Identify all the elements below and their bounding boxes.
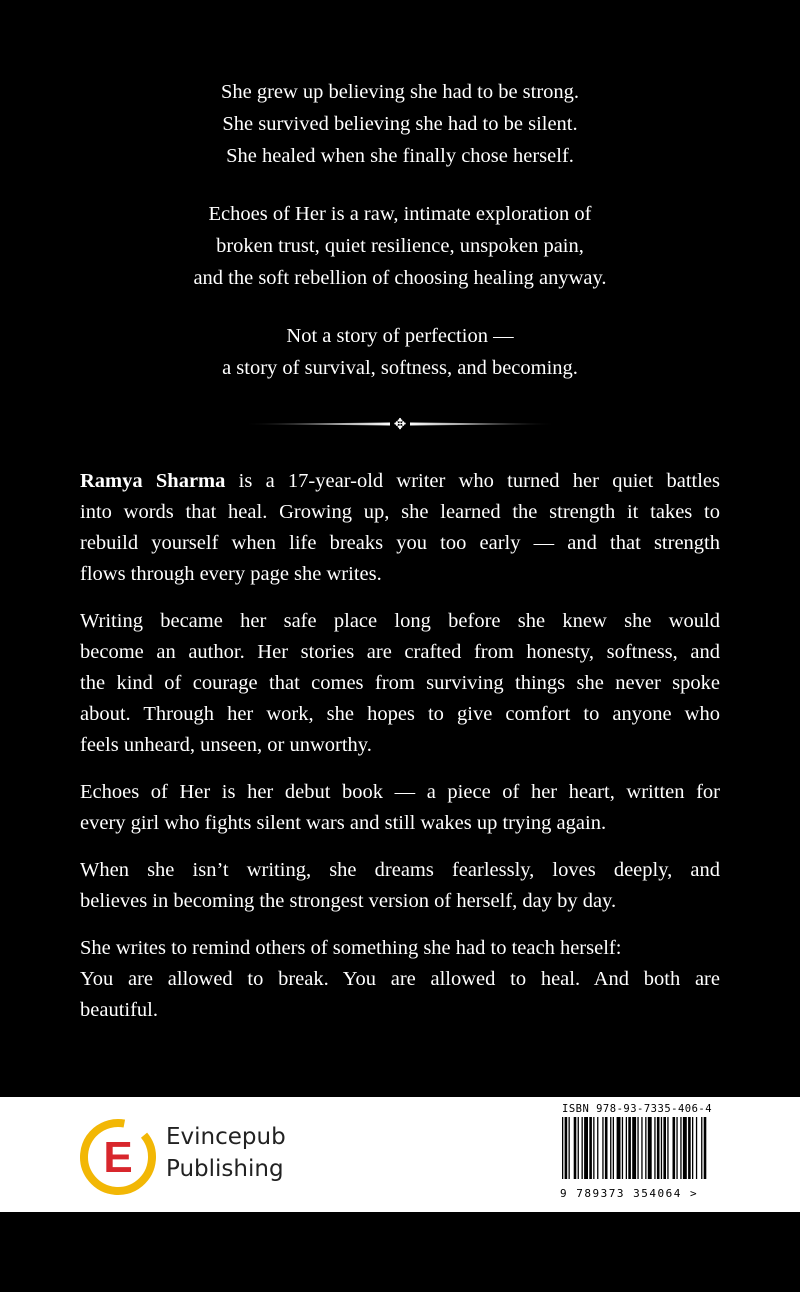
- blurb-line: Echoes of Her is a raw, intimate exploration of: [208, 203, 592, 225]
- blurb-line: She grew up believing she had to be strong.: [220, 81, 580, 103]
- logo-letter: E: [103, 1133, 133, 1182]
- barcode-bar: [610, 1117, 611, 1179]
- barcode-bar: [626, 1117, 627, 1179]
- bio-line: feels unheard, unseen, or unworthy.: [80, 734, 372, 756]
- barcode-bar: [680, 1117, 681, 1179]
- bio-line: rebuild yourself when life breaks you too early — and that strength: [80, 532, 720, 554]
- bio-line: Writing became her safe place long before she knew she would: [80, 610, 720, 632]
- bio-line: the kind of courage that comes from surviving things she never spoke: [80, 672, 720, 694]
- barcode-bar: [673, 1117, 676, 1179]
- barcode-bar: [701, 1117, 702, 1179]
- barcode-bar: [628, 1117, 631, 1179]
- barcode-bar: [605, 1117, 608, 1179]
- bio-text: is a 17-year-old writer who turned her quiet battles: [225, 470, 720, 492]
- barcode-bar: [683, 1117, 687, 1179]
- blurb-line: She healed when she finally chose herself.: [226, 145, 574, 167]
- barcode-bar: [692, 1117, 693, 1179]
- barcode-bar: [667, 1117, 668, 1179]
- bio-line: become an author. Her stories are crafted from honesty, softness, and: [80, 641, 720, 663]
- publisher-name-line-1: Evincepub: [166, 1124, 286, 1150]
- ornamental-divider: [243, 412, 557, 436]
- back-cover-blurb: [0, 76, 800, 410]
- barcode-bar: [589, 1117, 592, 1179]
- barcode-bar: [569, 1117, 570, 1179]
- publisher-name-line-2: Publishing: [166, 1156, 284, 1182]
- bio-line: beautiful.: [80, 999, 158, 1021]
- bio-line: Echoes of Her is her debut book — a piece of her heart, written for: [80, 781, 720, 803]
- barcode-bar: [582, 1117, 583, 1179]
- bio-line: [80, 466, 720, 497]
- barcode-bar: [597, 1117, 598, 1179]
- barcode-bar: [593, 1117, 594, 1179]
- blurb-line: She survived believing she had to be silent.: [222, 113, 578, 135]
- barcode-bar: [613, 1117, 614, 1179]
- barcode-bar: [654, 1117, 655, 1179]
- bio-line: flows through every page she writes.: [80, 563, 382, 585]
- bio-line: about. Through her work, she hopes to give comfort to anyone who: [80, 703, 720, 725]
- isbn-barcode: [560, 1103, 713, 1207]
- blurb-stanza-2: [0, 198, 800, 294]
- barcode-bar: [602, 1117, 603, 1179]
- barcode-bar: [574, 1117, 577, 1179]
- bio-paragraph-3: [80, 777, 720, 839]
- barcode-bar: [562, 1117, 563, 1179]
- barcode-bar: [565, 1117, 568, 1179]
- barcode-digits: 9 789373 354064 >: [560, 1187, 699, 1200]
- bio-line: She writes to remind others of something she had to teach herself:: [80, 937, 622, 959]
- barcode-bar: [645, 1117, 646, 1179]
- barcode-bar: [584, 1117, 588, 1179]
- bio-paragraph-1: [80, 466, 720, 590]
- barcode-bar: [617, 1117, 621, 1179]
- bio-line: When she isn’t writing, she dreams fearlessly, loves deeply, and: [80, 859, 720, 881]
- blurb-stanza-3: [0, 320, 800, 384]
- barcode-bar: [663, 1117, 666, 1179]
- blurb-line: and the soft rebellion of choosing healing anyway.: [193, 267, 607, 289]
- barcode-bar: [622, 1117, 623, 1179]
- barcode-bar: [676, 1117, 677, 1179]
- bio-paragraph-5: [80, 933, 720, 1026]
- author-name: Ramya Sharma: [80, 470, 226, 492]
- author-bio: [80, 466, 720, 1026]
- isbn-label: ISBN 978-93-7335-406-4: [562, 1103, 713, 1115]
- barcode-bar: [578, 1117, 579, 1179]
- barcode-bar: [641, 1117, 642, 1179]
- barcode-bar: [648, 1117, 652, 1179]
- bio-paragraph-2: [80, 606, 720, 761]
- barcode-bar: [688, 1117, 691, 1179]
- barcode-bar: [661, 1117, 662, 1179]
- publisher-band: [0, 1097, 800, 1212]
- barcode-bar: [696, 1117, 697, 1179]
- barcode-bar: [637, 1117, 638, 1179]
- bio-line: You are allowed to break. You are allowed to heal. And both are: [80, 968, 720, 990]
- publisher-name: [166, 1121, 286, 1185]
- evincepub-logo-icon: [78, 1117, 158, 1197]
- bio-line: into words that heal. Growing up, she learned the strength it takes to: [80, 501, 720, 523]
- barcode-bar: [704, 1117, 707, 1179]
- bio-paragraph-4: [80, 855, 720, 917]
- blurb-line: a story of survival, softness, and becoming.: [222, 357, 578, 379]
- divider-ornament-icon: ✥: [393, 415, 407, 433]
- barcode-bar: [657, 1117, 660, 1179]
- blurb-line: broken trust, quiet resilience, unspoken pain,: [216, 235, 584, 257]
- blurb-line: Not a story of perfection —: [286, 325, 514, 347]
- barcode-bar: [632, 1117, 636, 1179]
- bio-line: believes in becoming the strongest version of herself, day by day.: [80, 890, 617, 912]
- blurb-stanza-1: [0, 76, 800, 172]
- bio-line: every girl who fights silent wars and still wakes up trying again.: [80, 812, 607, 834]
- barcode-bars: [560, 1115, 710, 1181]
